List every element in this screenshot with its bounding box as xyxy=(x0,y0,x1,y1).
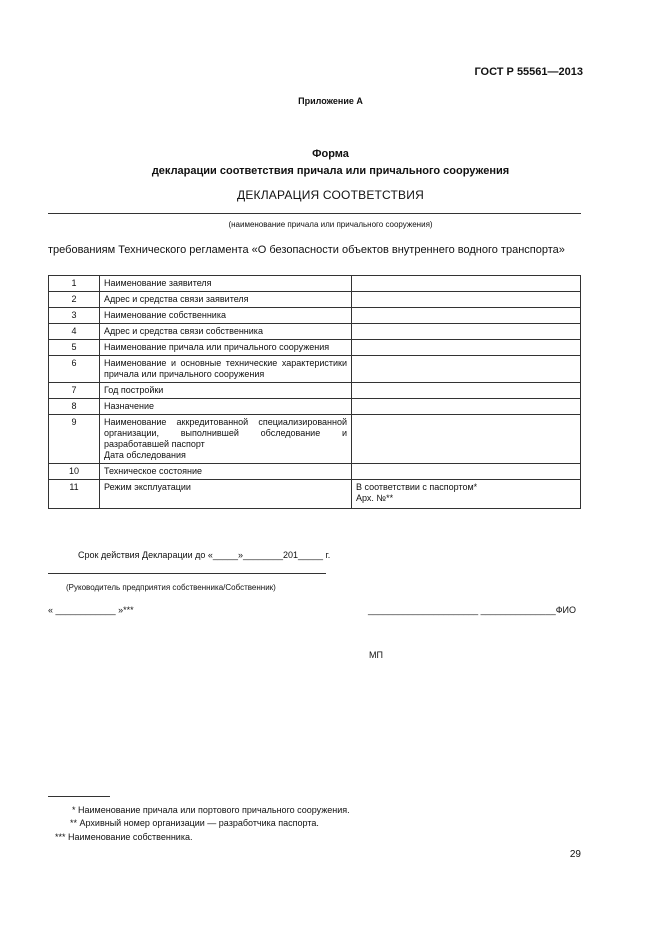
row-number: 9 xyxy=(49,415,100,464)
table-row xyxy=(49,383,581,399)
row-value xyxy=(352,399,581,415)
row-number: 7 xyxy=(49,383,100,399)
stamp-placeholder: МП xyxy=(369,650,383,660)
table-row xyxy=(49,324,581,340)
row-value xyxy=(352,480,581,509)
row-value xyxy=(352,340,581,356)
table-row xyxy=(49,480,581,509)
row-number: 1 xyxy=(49,276,100,292)
footnote-1: * Наименование причала или портового причального сооружения. xyxy=(72,805,350,815)
form-title-line2: декларации соответствия причала или причального сооружения xyxy=(151,165,510,177)
signatory-line xyxy=(48,573,326,574)
row-label: Адрес и средства связи собственника xyxy=(100,324,352,340)
row-number: 8 xyxy=(49,399,100,415)
row-number: 10 xyxy=(49,464,100,480)
row-label: Наименование и основные технические характеристики причала или причального сооружения xyxy=(100,356,352,383)
row-label-extra: Дата обследования xyxy=(104,450,186,460)
table-row xyxy=(49,340,581,356)
footnote-2: ** Архивный номер организации — разработчика паспорта. xyxy=(70,818,319,828)
row-value xyxy=(352,292,581,308)
row-label: Наименование причала или причального сооружения xyxy=(100,340,352,356)
row-value xyxy=(352,308,581,324)
table-row xyxy=(49,292,581,308)
footnote-3: *** Наименование собственника. xyxy=(55,832,193,842)
row-value xyxy=(352,415,581,464)
row-label: Наименование заявителя xyxy=(100,276,352,292)
row-number: 4 xyxy=(49,324,100,340)
row-label: Адрес и средства связи заявителя xyxy=(100,292,352,308)
form-title xyxy=(0,146,661,180)
row-label: Режим эксплуатации xyxy=(100,480,352,509)
object-name-line xyxy=(48,213,581,214)
row-value xyxy=(352,356,581,383)
row-value xyxy=(352,276,581,292)
row-label-main: Наименование аккредитованной специализированной организации, выполнившей обследование и разработавшей паспорт xyxy=(104,417,347,449)
row-label: Наименование собственника xyxy=(100,308,352,324)
row-number: 2 xyxy=(49,292,100,308)
table-row xyxy=(49,415,581,464)
row-label: Техническое состояние xyxy=(100,464,352,480)
table-row xyxy=(49,356,581,383)
appendix-label: Приложение А xyxy=(298,96,363,106)
table-row xyxy=(49,399,581,415)
signatory-hint: (Руководитель предприятия собственника/Собственник) xyxy=(66,583,276,592)
validity-line: Срок действия Декларации до «_____»________201_____ г. xyxy=(78,550,331,560)
row-value-extra: Арх. №** xyxy=(356,493,394,503)
page-number: 29 xyxy=(569,849,581,860)
declaration-title: ДЕКЛАРАЦИЯ СООТВЕТСТВИЯ xyxy=(237,188,424,202)
date-quote: « ____________ »*** xyxy=(48,605,134,615)
row-number: 3 xyxy=(49,308,100,324)
table-row xyxy=(49,464,581,480)
standard-number: ГОСТ Р 55561—2013 xyxy=(474,66,583,78)
row-number: 6 xyxy=(49,356,100,383)
row-value-main: В соответствии с паспортом* xyxy=(356,482,478,492)
row-label xyxy=(100,415,352,464)
row-label: Назначение xyxy=(100,399,352,415)
row-number: 11 xyxy=(49,480,100,509)
form-title-line1: Форма xyxy=(312,148,349,160)
requirements-line: требованиям Технического регламента «О безопасности объектов внутреннего водного транспорта» xyxy=(48,244,565,256)
fio-signature-line: ______________________ _______________ФИО xyxy=(368,605,577,615)
row-value xyxy=(352,464,581,480)
row-number: 5 xyxy=(49,340,100,356)
footnote-separator xyxy=(48,796,110,797)
row-value xyxy=(352,383,581,399)
table-row xyxy=(49,308,581,324)
row-label: Год постройки xyxy=(100,383,352,399)
object-name-hint: (наименование причала или причального сооружения) xyxy=(228,220,433,229)
table-row xyxy=(49,276,581,292)
row-value xyxy=(352,324,581,340)
declaration-table xyxy=(48,275,581,509)
